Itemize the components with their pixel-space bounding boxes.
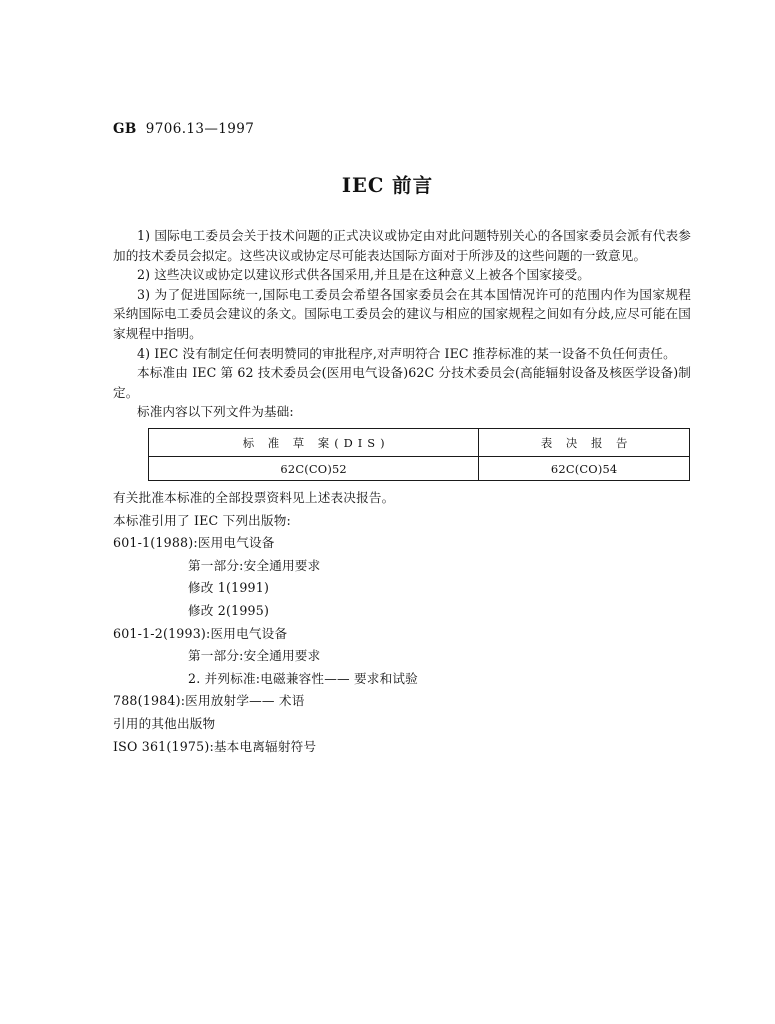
list-item: 788(1984):医用放射学—— 术语 [113,693,305,709]
list-item: 2. 并列标准:电磁兼容性—— 要求和试验 [188,670,418,686]
standard-prefix: GB [113,121,137,137]
standard-number: 9706.13—1997 [145,121,255,137]
foreword-body [113,226,691,422]
table-header-draft: 标 准 草 案(DIS) [149,429,479,457]
list-item: 第一部分:安全通用要求 [188,557,321,573]
vote-note: 有关批准本标准的全部投票资料见上述表决报告。 [113,490,395,505]
list-item: 修改 2(1995) [188,602,270,618]
standard-header [113,121,254,137]
table-header-row [149,429,690,457]
drafting-note: 本标准由 IEC 第 62 技术委员会(医用电气设备)62C 分技术委员会(高能辐射设备及核医学设备)制定。 [113,365,691,400]
table-header-vote: 表 决 报 告 [479,429,690,457]
table-cell-draft-code: 62C(CO)52 [149,457,479,481]
page-title: IEC 前言 [341,174,434,197]
citation-intro: 本标准引用了 IEC 下列出版物: [113,512,291,528]
list-item: ISO 361(1975):基本电离辐射符号 [113,738,317,754]
reference-table [148,428,690,481]
list-item: 修改 1(1991) [188,580,270,596]
table-row [149,457,690,481]
reference-table-container [148,428,690,481]
list-item: 引用的其他出版物 [113,715,216,731]
foreword-item-4: 4) IEC 没有制定任何表明赞同的审批程序,对声明符合 IEC 推荐标准的某一设备不负任何责任。 [137,345,676,361]
basis-note: 标准内容以下列文件为基础: [137,404,294,420]
table-cell-vote-code: 62C(CO)54 [479,457,690,481]
publication-list-block [113,487,713,758]
foreword-item-2: 2) 这些决议或协定以建议形式供各国采用,并且是在这种意义上被各个国家接受。 [137,267,590,283]
list-item: 601-1-2(1993):医用电气设备 [113,625,288,641]
list-item: 第一部分:安全通用要求 [188,648,321,664]
foreword-item-3: 3) 为了促进国际统一,国际电工委员会希望各国家委员会在其本国情况许可的范围内作为国家规程采纳国际电工委员会建议的条文。国际电工委员会的建议与相应的国家规程之间如有分歧,应尽可能在国家规程中指明。 [113,286,691,341]
foreword-item-1: 1) 国际电工委员会关于技术问题的正式决议或协定由对此问题特别关心的各国家委员会派有代表参加的技术委员会拟定。这些决议或协定尽可能表达国际方面对于所涉及的这些问题的一致意见。 [113,228,691,263]
list-item: 601-1(1988):医用电气设备 [113,535,275,551]
